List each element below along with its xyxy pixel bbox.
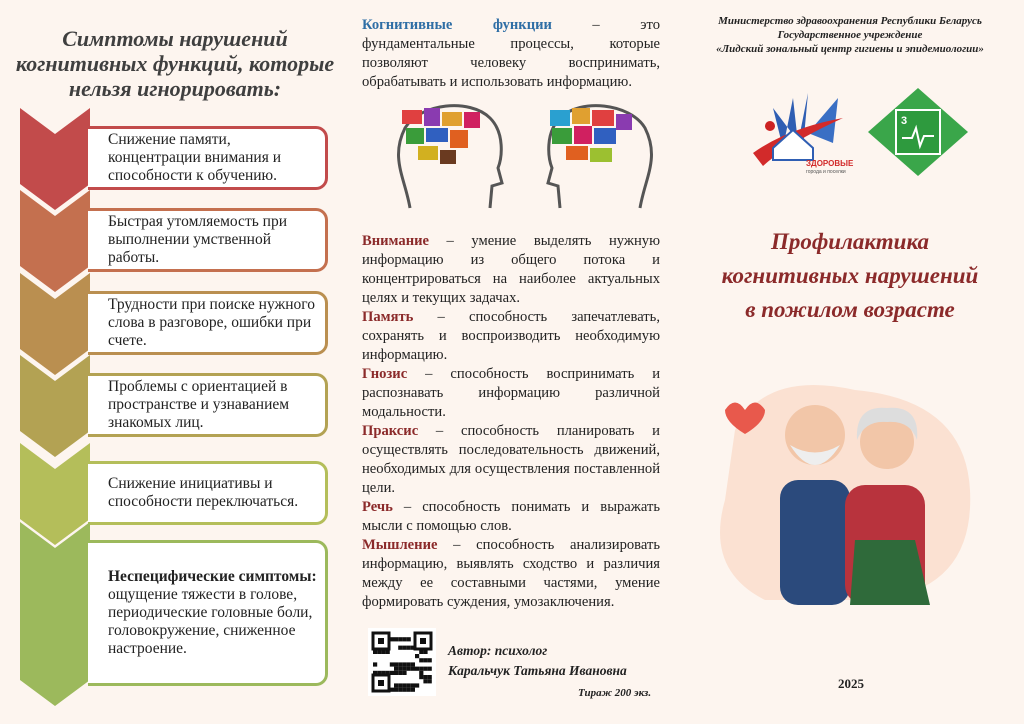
organization-header [700, 14, 1000, 56]
symptom-item [88, 461, 328, 525]
title-line: когнитивных нарушений [721, 263, 979, 288]
definition-text: – способность планировать и осуществлять последовательность движений, необходимых для осуществления поставленной цели. [362, 423, 660, 496]
definition-item [362, 536, 660, 612]
logo-subtext: города и поселки [806, 169, 846, 175]
definition-term: Речь [362, 499, 393, 515]
symptom-item [88, 126, 328, 190]
intro-text: – это фундаментальные процессы, которые позволяют человеку воспринимать, обрабатывать и использовать информацию. [362, 17, 660, 90]
title-line: Профилактика [770, 229, 930, 254]
definition-item [362, 365, 660, 422]
symptom-description: Снижение памяти, концентрации внимания и способности к обучению. [108, 131, 281, 184]
symptoms-title: Симптомы нарушений когнитивных функций, которые нельзя игнорировать: [15, 26, 335, 101]
chevron-arrow [20, 522, 90, 706]
sdg-number: 3 [901, 115, 908, 127]
symptom-text [108, 131, 317, 185]
definition-term: Внимание [362, 233, 429, 249]
symptom-text [108, 213, 317, 267]
symptom-description: Быстрая утомляемость при выполнении умственной работы. [108, 213, 287, 266]
sdg3-logo [868, 88, 968, 176]
definitions-list [362, 232, 660, 612]
definition-item [362, 308, 660, 365]
definition-text: – умение выделять нужную информацию из общего потока и концентрироваться на наиболее актуальных целях и текущих задачах. [362, 233, 660, 306]
definition-term: Гнозис [362, 366, 408, 382]
symptom-text [108, 378, 317, 432]
qr-code[interactable] [368, 628, 436, 696]
institution-type: Государственное учреждение [777, 29, 923, 41]
symptom-text [108, 568, 317, 658]
symptom-description: Проблемы с ориентацией в пространстве и узнаванием знакомых лиц. [108, 378, 290, 431]
puzzle-right [550, 108, 632, 162]
elderly-couple-illustration [705, 370, 985, 605]
definition-item [362, 422, 660, 498]
symptom-item [88, 208, 328, 272]
title-line: в пожилом возрасте [745, 297, 955, 322]
year: 2025 [838, 676, 864, 691]
symptom-description: Снижение инициативы и способности переключаться. [108, 475, 299, 510]
ministry-name: Министерство здравоохранения Республики Беларусь [718, 15, 982, 27]
author-role: Автор: психолог [448, 643, 548, 658]
symptom-item [88, 291, 328, 355]
brochure-title [690, 225, 1010, 327]
symptom-description: Трудности при поиске нужного слова в разговоре, ошибки при счете. [108, 296, 315, 349]
author-name: Каральчук Татьяна Ивановна [448, 663, 627, 678]
symptom-description: ощущение тяжести в голове, периодические головные боли, головокружение, сниженное настроение. [108, 586, 313, 657]
symptom-item [88, 540, 328, 686]
symptom-item [88, 373, 328, 437]
brain-heads-illustration [390, 98, 660, 216]
print-run: Тираж 200 экз. [578, 687, 652, 699]
healthy-cities-logo [748, 88, 854, 178]
definition-term: Праксис [362, 423, 419, 439]
definition-text: – способность анализировать информацию, выявлять сходство и различия между ее составными частями, умение формировать суждения, умозаключения. [362, 537, 660, 610]
intro-term: Когнитивные функции [362, 17, 552, 33]
definition-item [362, 498, 660, 536]
symptom-text [108, 475, 317, 511]
logo-text: ЗДОРОВЫЕ [806, 159, 854, 168]
definition-text: – способность понимать и выражать мысли с помощью слов. [362, 499, 660, 534]
institution-name: «Лидский зональный центр гигиены и эпидемиологии» [716, 43, 984, 55]
definition-text: – способность запечатлевать, сохранять и воспроизводить необходимую информацию. [362, 309, 660, 363]
chevron-arrow [20, 355, 90, 457]
definition-item [362, 232, 660, 308]
definition-text: – способность воспринимать и распознавать информацию различной модальности. [362, 366, 660, 420]
definition-term: Мышление [362, 537, 438, 553]
symptom-bold: Неспецифические симптомы: [108, 568, 317, 585]
definition-term: Память [362, 309, 414, 325]
puzzle-left [402, 108, 480, 164]
intro-paragraph [362, 16, 660, 92]
symptom-text [108, 296, 317, 350]
